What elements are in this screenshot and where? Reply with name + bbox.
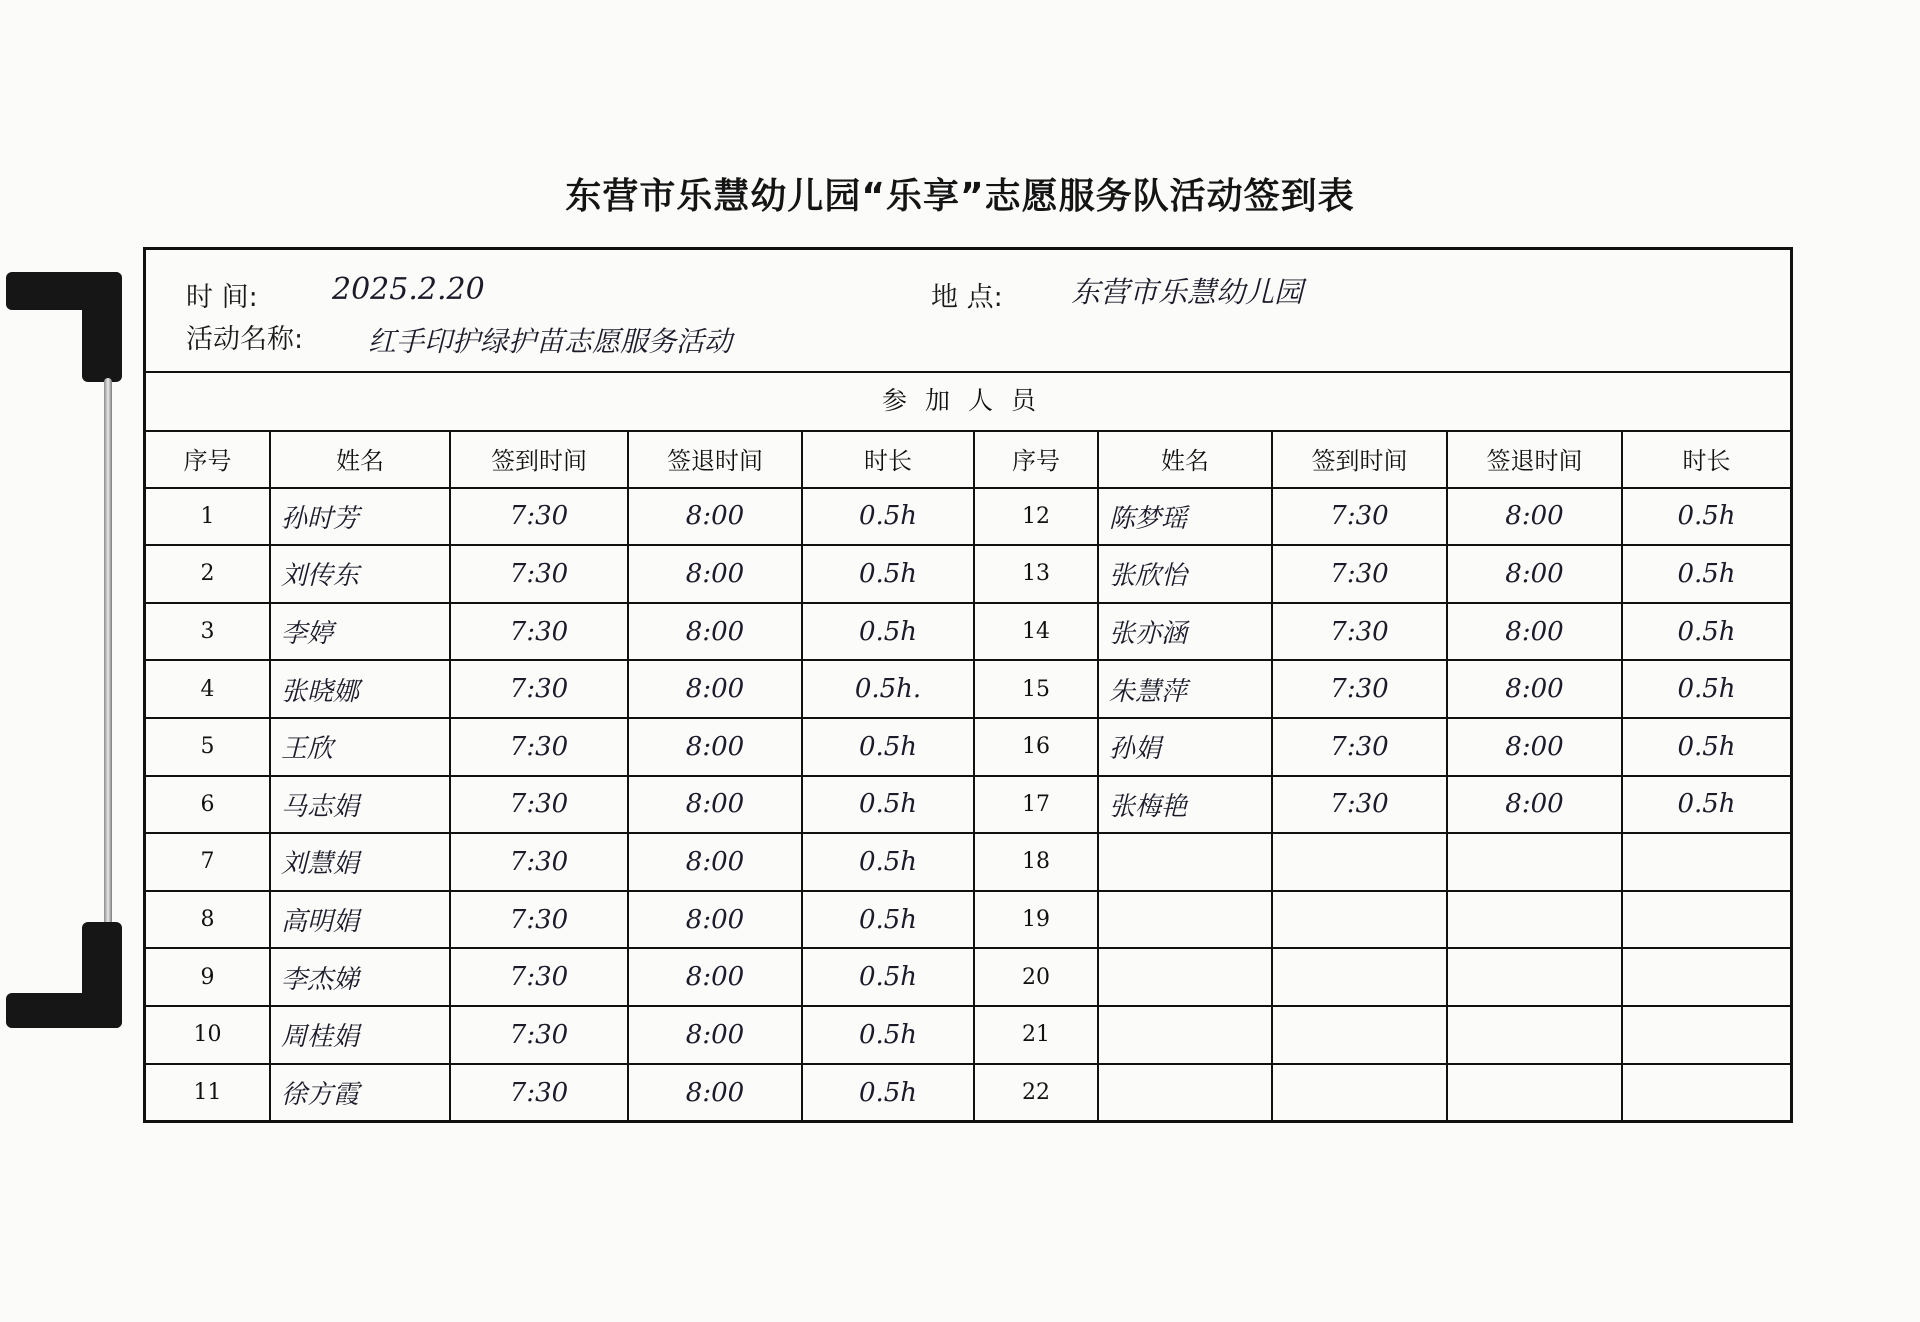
document-title: 东营市乐慧幼儿园“乐享”志愿服务队活动签到表 <box>565 176 1355 217</box>
place-label: 地 点: <box>931 282 1003 313</box>
duration-cell: 0.5h <box>802 545 974 603</box>
sign-out-time-cell: 8:00 <box>628 603 802 661</box>
name-cell <box>1098 1064 1272 1122</box>
sign-out-time-cell: 8:00 <box>1447 488 1622 546</box>
sign-out-time-cell: 8:00 <box>628 718 802 776</box>
row-number: 17 <box>974 776 1098 834</box>
row-number: 14 <box>974 603 1098 661</box>
table-row <box>146 545 1790 603</box>
row-number: 20 <box>974 948 1098 1006</box>
name-cell: 朱慧萍 <box>1098 660 1272 718</box>
table-row <box>146 948 1790 1006</box>
sign-in-time-cell: 7:30 <box>450 488 628 546</box>
row-number: 12 <box>974 488 1098 546</box>
sign-out-time-cell: 8:00 <box>1447 776 1622 834</box>
row-number: 3 <box>146 603 270 661</box>
duration-cell: 0.5h <box>802 833 974 891</box>
column-header: 签到时间 <box>450 430 628 488</box>
sign-in-time-cell: 7:30 <box>450 891 628 949</box>
column-header: 姓名 <box>270 430 450 488</box>
name-cell: 孙时芳 <box>270 488 450 546</box>
duration-cell: 0.5h <box>1622 488 1790 546</box>
sign-out-time-cell: 8:00 <box>628 660 802 718</box>
sign-out-time-cell: 8:00 <box>628 1006 802 1064</box>
sign-in-time-cell <box>1272 948 1447 1006</box>
sign-out-time-cell <box>1447 1064 1622 1122</box>
sign-in-time-cell: 7:30 <box>450 948 628 1006</box>
name-cell: 陈梦瑶 <box>1098 488 1272 546</box>
time-value: 2025.2.20 <box>332 272 485 307</box>
activity-name-value: 红手印护绿护苗志愿服务活动 <box>368 325 733 358</box>
attendance-table <box>146 430 1790 1121</box>
column-header: 签退时间 <box>628 430 802 488</box>
place-value: 东营市乐慧幼儿园 <box>1071 275 1304 309</box>
duration-cell: 0.5h <box>802 948 974 1006</box>
row-number: 11 <box>146 1064 270 1122</box>
duration-cell: 0.5h <box>1622 660 1790 718</box>
sign-out-time-cell: 8:00 <box>628 833 802 891</box>
table-row <box>146 833 1790 891</box>
row-number: 9 <box>146 948 270 1006</box>
column-header: 时长 <box>1622 430 1790 488</box>
sign-out-time-cell: 8:00 <box>1447 603 1622 661</box>
column-header: 签退时间 <box>1447 430 1622 488</box>
sign-in-time-cell <box>1272 1064 1447 1122</box>
column-header: 序号 <box>146 430 270 488</box>
table-row <box>146 718 1790 776</box>
sign-in-time-cell: 7:30 <box>1272 660 1447 718</box>
sign-in-time-cell: 7:30 <box>450 1006 628 1064</box>
table-row <box>146 891 1790 949</box>
sign-in-time-cell <box>1272 833 1447 891</box>
sign-out-time-cell <box>1447 833 1622 891</box>
row-number: 4 <box>146 660 270 718</box>
table-row <box>146 660 1790 718</box>
sign-out-time-cell: 8:00 <box>628 776 802 834</box>
name-cell: 张亦涵 <box>1098 603 1272 661</box>
sign-out-time-cell: 8:00 <box>628 948 802 1006</box>
sign-out-time-cell <box>1447 1006 1622 1064</box>
duration-cell: 0.5h <box>1622 603 1790 661</box>
sign-in-time-cell: 7:30 <box>1272 545 1447 603</box>
duration-cell: 0.5h <box>802 718 974 776</box>
column-header: 时长 <box>802 430 974 488</box>
name-cell <box>1098 891 1272 949</box>
name-cell <box>1098 833 1272 891</box>
table-row <box>146 1006 1790 1064</box>
column-header: 姓名 <box>1098 430 1272 488</box>
sign-out-time-cell <box>1447 948 1622 1006</box>
table-row <box>146 603 1790 661</box>
activity-name-label: 活动名称: <box>186 324 304 355</box>
table-header-row <box>146 430 1790 488</box>
row-number: 2 <box>146 545 270 603</box>
sign-in-time-cell: 7:30 <box>450 1064 628 1122</box>
name-cell: 孙娟 <box>1098 718 1272 776</box>
name-cell: 张欣怡 <box>1098 545 1272 603</box>
clip-wire <box>104 378 112 926</box>
sign-in-time-cell: 7:30 <box>450 603 628 661</box>
duration-cell: 0.5h <box>1622 718 1790 776</box>
sign-in-time-cell: 7:30 <box>1272 488 1447 546</box>
name-cell: 张梅艳 <box>1098 776 1272 834</box>
duration-cell: 0.5h <box>802 891 974 949</box>
name-cell <box>1098 948 1272 1006</box>
name-cell: 李婷 <box>270 603 450 661</box>
row-number: 22 <box>974 1064 1098 1122</box>
duration-cell: 0.5h <box>1622 545 1790 603</box>
duration-cell <box>1622 1006 1790 1064</box>
name-cell: 刘传东 <box>270 545 450 603</box>
row-number: 21 <box>974 1006 1098 1064</box>
row-number: 19 <box>974 891 1098 949</box>
sign-in-sheet <box>143 247 1793 1123</box>
duration-cell <box>1622 948 1790 1006</box>
activity-info <box>146 250 1790 373</box>
sign-out-time-cell: 8:00 <box>1447 718 1622 776</box>
duration-cell: 0.5h. <box>802 660 974 718</box>
name-cell: 张晓娜 <box>270 660 450 718</box>
column-header: 签到时间 <box>1272 430 1447 488</box>
sign-in-time-cell: 7:30 <box>450 545 628 603</box>
name-cell: 周桂娟 <box>270 1006 450 1064</box>
sign-in-time-cell: 7:30 <box>450 660 628 718</box>
sign-in-time-cell: 7:30 <box>450 833 628 891</box>
sign-in-time-cell: 7:30 <box>450 718 628 776</box>
row-number: 10 <box>146 1006 270 1064</box>
name-cell <box>1098 1006 1272 1064</box>
sign-out-time-cell: 8:00 <box>628 488 802 546</box>
duration-cell: 0.5h <box>802 603 974 661</box>
table-row <box>146 1064 1790 1122</box>
sign-out-time-cell: 8:00 <box>628 1064 802 1122</box>
duration-cell <box>1622 1064 1790 1122</box>
row-number: 13 <box>974 545 1098 603</box>
name-cell: 王欣 <box>270 718 450 776</box>
participants-header: 参加人员 <box>146 371 1790 432</box>
sign-out-time-cell: 8:00 <box>1447 660 1622 718</box>
duration-cell: 0.5h <box>802 1006 974 1064</box>
sign-in-time-cell: 7:30 <box>1272 776 1447 834</box>
name-cell: 李杰娣 <box>270 948 450 1006</box>
row-number: 16 <box>974 718 1098 776</box>
table-row <box>146 488 1790 546</box>
sign-in-time-cell <box>1272 1006 1447 1064</box>
clip-bottom-arm <box>6 993 122 1028</box>
duration-cell <box>1622 891 1790 949</box>
duration-cell: 0.5h <box>1622 776 1790 834</box>
duration-cell: 0.5h <box>802 776 974 834</box>
duration-cell: 0.5h <box>802 488 974 546</box>
sign-in-time-cell: 7:30 <box>1272 603 1447 661</box>
row-number: 7 <box>146 833 270 891</box>
name-cell: 刘慧娟 <box>270 833 450 891</box>
table-row <box>146 776 1790 834</box>
row-number: 8 <box>146 891 270 949</box>
sign-in-time-cell <box>1272 891 1447 949</box>
row-number: 5 <box>146 718 270 776</box>
clip-top-hinge <box>82 272 122 382</box>
row-number: 18 <box>974 833 1098 891</box>
sign-out-time-cell: 8:00 <box>628 545 802 603</box>
sign-out-time-cell: 8:00 <box>1447 545 1622 603</box>
row-number: 6 <box>146 776 270 834</box>
time-label: 时 间: <box>186 282 258 313</box>
duration-cell: 0.5h <box>802 1064 974 1122</box>
sign-in-time-cell: 7:30 <box>450 776 628 834</box>
sign-out-time-cell <box>1447 891 1622 949</box>
column-header: 序号 <box>974 430 1098 488</box>
row-number: 15 <box>974 660 1098 718</box>
sign-in-time-cell: 7:30 <box>1272 718 1447 776</box>
name-cell: 马志娟 <box>270 776 450 834</box>
duration-cell <box>1622 833 1790 891</box>
name-cell: 高明娟 <box>270 891 450 949</box>
name-cell: 徐方霞 <box>270 1064 450 1122</box>
sign-out-time-cell: 8:00 <box>628 891 802 949</box>
row-number: 1 <box>146 488 270 546</box>
